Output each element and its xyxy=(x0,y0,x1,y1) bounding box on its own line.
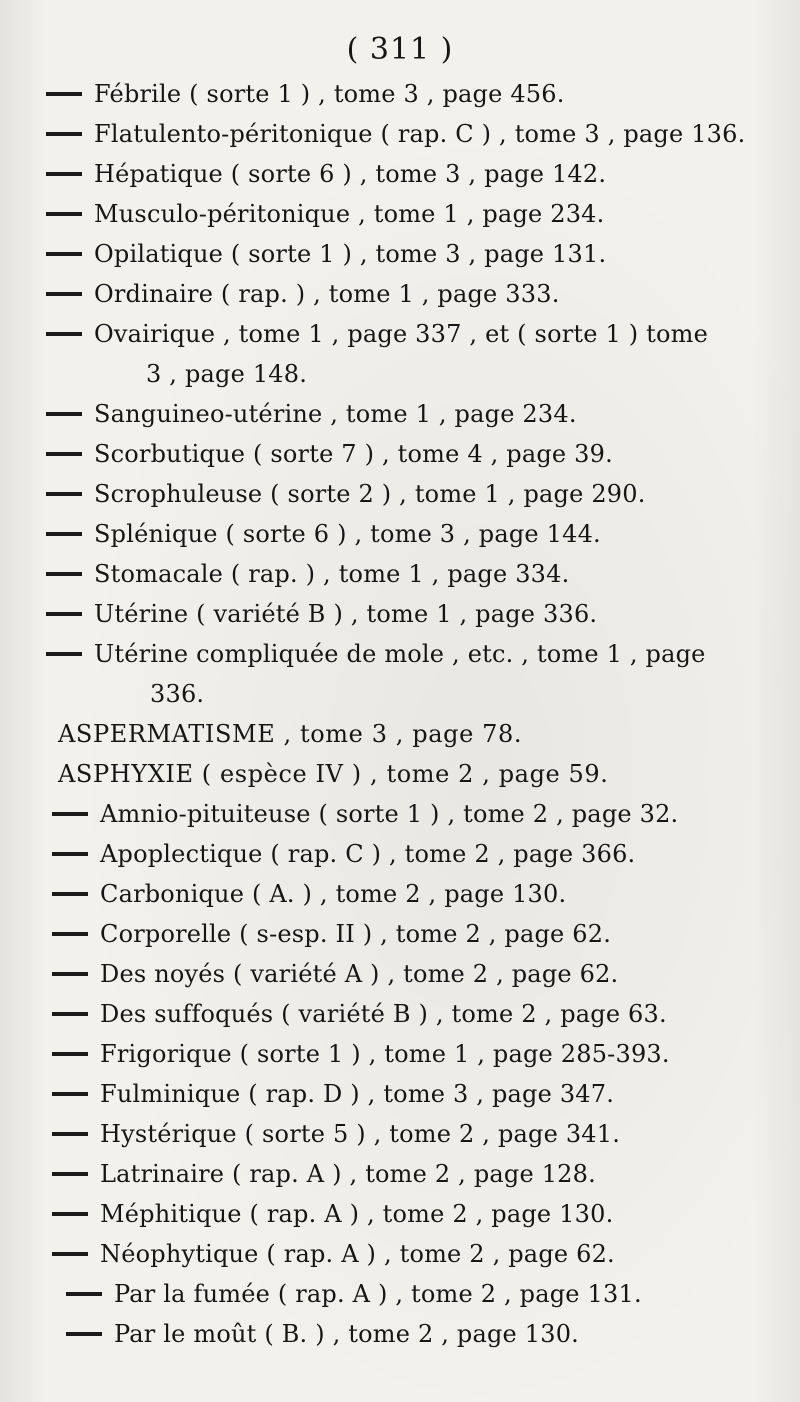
dash-mark xyxy=(46,532,82,536)
index-entry xyxy=(46,794,754,834)
entry-text: Par la fumée ( rap. A ) , tome 2 , page 131. xyxy=(114,1280,642,1308)
entry-text: Des noyés ( variété A ) , tome 2 , page 62. xyxy=(100,960,619,988)
heading-text: ASPERMATISME , tome 3 , page 78. xyxy=(58,720,523,748)
entry-text: Splénique ( sorte 6 ) , tome 3 , page 144. xyxy=(94,520,601,548)
index-entry xyxy=(46,1154,754,1194)
dash-mark xyxy=(52,1052,88,1056)
dash-mark xyxy=(52,972,88,976)
dash-mark xyxy=(52,932,88,936)
dash-mark xyxy=(66,1292,102,1296)
dash-mark xyxy=(52,1132,88,1136)
index-entry xyxy=(46,434,754,474)
dash-mark xyxy=(46,252,82,256)
index-entry xyxy=(46,1234,754,1274)
entry-text: Des suffoqués ( variété B ) , tome 2 , page 63. xyxy=(100,1000,667,1028)
entry-text: Carbonique ( A. ) , tome 2 , page 130. xyxy=(100,880,567,908)
index-entry-continuation xyxy=(46,354,754,394)
dash-mark xyxy=(52,1212,88,1216)
entry-text: Néophytique ( rap. A ) , tome 2 , page 62. xyxy=(100,1240,615,1268)
entry-text: Apoplectique ( rap. C ) , tome 2 , page 366. xyxy=(100,840,636,868)
index-entry xyxy=(46,914,754,954)
index-entry xyxy=(46,114,754,154)
entry-text: Stomacale ( rap. ) , tome 1 , page 334. xyxy=(94,560,570,588)
entry-text: Fébrile ( sorte 1 ) , tome 3 , page 456. xyxy=(94,80,565,108)
index-entry xyxy=(46,314,754,354)
dash-mark xyxy=(46,92,82,96)
page-number: ( 311 ) xyxy=(346,32,454,67)
index-entry xyxy=(46,514,754,554)
index-entry xyxy=(46,1314,754,1354)
index-entry xyxy=(46,474,754,514)
index-entries xyxy=(46,74,754,1354)
index-entry xyxy=(46,394,754,434)
entry-text: Ordinaire ( rap. ) , tome 1 , page 333. xyxy=(94,280,560,308)
entry-text: Par le moût ( B. ) , tome 2 , page 130. xyxy=(114,1320,580,1348)
entry-text: Fulminique ( rap. D ) , tome 3 , page 347. xyxy=(100,1080,615,1108)
index-entry xyxy=(46,594,754,634)
entry-text: Frigorique ( sorte 1 ) , tome 1 , page 285-393. xyxy=(100,1040,670,1068)
dash-mark xyxy=(46,572,82,576)
index-entry xyxy=(46,994,754,1034)
entry-text: Scrophuleuse ( sorte 2 ) , tome 1 , page 290. xyxy=(94,480,646,508)
index-entry xyxy=(46,634,754,674)
entry-text: Hépatique ( sorte 6 ) , tome 3 , page 142. xyxy=(94,160,607,188)
dash-mark xyxy=(46,652,82,656)
dash-mark xyxy=(66,1332,102,1336)
index-entry xyxy=(46,154,754,194)
index-entry xyxy=(46,1034,754,1074)
dash-mark xyxy=(46,172,82,176)
dash-mark xyxy=(46,132,82,136)
dash-mark xyxy=(52,1172,88,1176)
dash-mark xyxy=(52,892,88,896)
entry-text: 3 , page 148. xyxy=(146,360,308,388)
entry-text: Utérine compliquée de mole , etc. , tome 1 , page xyxy=(94,640,706,668)
index-entry xyxy=(46,1194,754,1234)
entry-text: Latrinaire ( rap. A ) , tome 2 , page 128. xyxy=(100,1160,596,1188)
dash-mark xyxy=(46,212,82,216)
index-entry xyxy=(46,1274,754,1314)
dash-mark xyxy=(46,332,82,336)
entry-text: Corporelle ( s-esp. II ) , tome 2 , page 62. xyxy=(100,920,612,948)
dash-mark xyxy=(52,1012,88,1016)
index-heading xyxy=(46,754,754,794)
index-heading xyxy=(46,714,754,754)
entry-text: Flatulento-péritonique ( rap. C ) , tome 3 , page 136. xyxy=(94,120,746,148)
dash-mark xyxy=(46,292,82,296)
index-entry xyxy=(46,194,754,234)
dash-mark xyxy=(52,1092,88,1096)
entry-text: Hystérique ( sorte 5 ) , tome 2 , page 341. xyxy=(100,1120,621,1148)
entry-text: Ovairique , tome 1 , page 337 , et ( sorte 1 ) tome xyxy=(94,320,709,348)
dash-mark xyxy=(52,1252,88,1256)
dash-mark xyxy=(46,492,82,496)
index-entry xyxy=(46,874,754,914)
dash-mark xyxy=(46,612,82,616)
entry-text: Méphitique ( rap. A ) , tome 2 , page 130. xyxy=(100,1200,614,1228)
index-entry xyxy=(46,1074,754,1114)
entry-text: Sanguineo-utérine , tome 1 , page 234. xyxy=(94,400,577,428)
entry-text: 336. xyxy=(150,680,205,708)
index-entry xyxy=(46,234,754,274)
entry-text: Amnio-pituiteuse ( sorte 1 ) , tome 2 , page 32. xyxy=(100,800,679,828)
entry-text: Musculo-péritonique , tome 1 , page 234. xyxy=(94,200,605,228)
dash-mark xyxy=(52,852,88,856)
heading-text: ASPHYXIE ( espèce IV ) , tome 2 , page 59. xyxy=(58,760,609,788)
dash-mark xyxy=(46,412,82,416)
entry-text: Scorbutique ( sorte 7 ) , tome 4 , page 39. xyxy=(94,440,613,468)
index-entry xyxy=(46,554,754,594)
entry-text: Opilatique ( sorte 1 ) , tome 3 , page 131. xyxy=(94,240,607,268)
dash-mark xyxy=(52,812,88,816)
index-entry xyxy=(46,954,754,994)
index-entry xyxy=(46,274,754,314)
index-entry xyxy=(46,1114,754,1154)
entry-text: Utérine ( variété B ) , tome 1 , page 336. xyxy=(94,600,598,628)
index-entry xyxy=(46,834,754,874)
index-entry-continuation xyxy=(46,674,754,714)
dash-mark xyxy=(46,452,82,456)
index-entry xyxy=(46,74,754,114)
